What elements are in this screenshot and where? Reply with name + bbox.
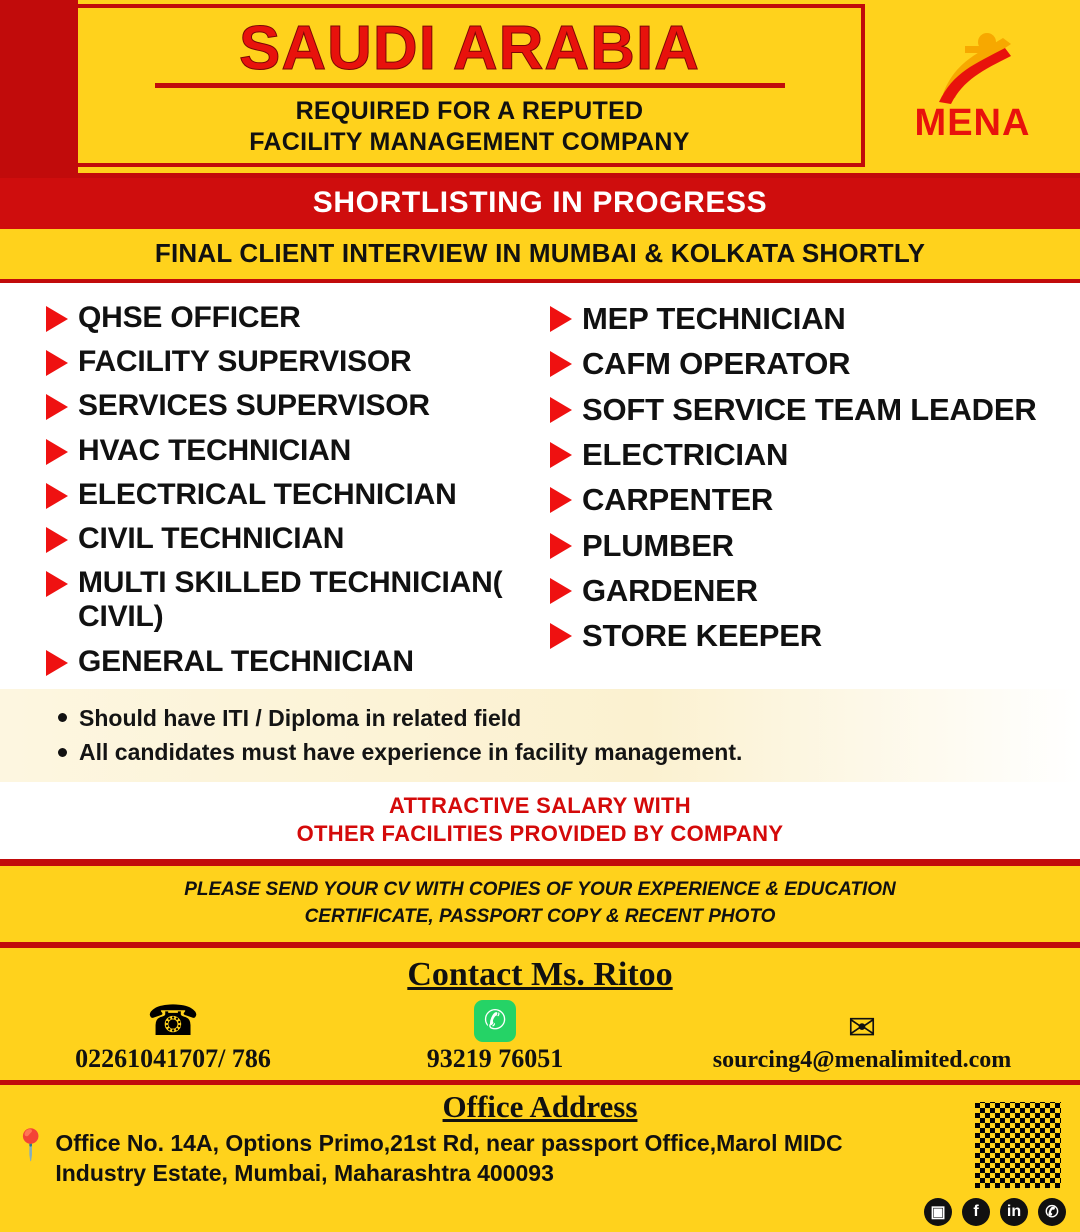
job-title: MULTI SKILLED TECHNICIAN( CIVIL) <box>78 566 503 634</box>
job-title: FACILITY SUPERVISOR <box>78 345 412 379</box>
note-item <box>58 735 1080 770</box>
job-item <box>46 562 540 638</box>
social-icons <box>924 1198 1066 1226</box>
job-item <box>550 433 1072 476</box>
qr-code[interactable] <box>972 1099 1064 1191</box>
phone-contact[interactable] <box>18 996 328 1074</box>
job-item <box>550 614 1072 657</box>
arrow-icon <box>46 571 68 597</box>
cv-line1: PLEASE SEND YOUR CV WITH COPIES OF YOUR EXPERIENCE & EDUCATION <box>184 878 896 900</box>
requirements-notes <box>0 689 1080 782</box>
job-title: ELECTRICIAN <box>582 436 789 472</box>
job-item <box>46 341 540 383</box>
bullet-icon <box>58 748 67 757</box>
arrow-icon <box>550 487 572 513</box>
arrow-icon <box>46 439 68 465</box>
arrow-icon <box>550 442 572 468</box>
header-subtitle-line2: FACILITY MANAGEMENT COMPANY <box>249 128 690 157</box>
address-section <box>0 1085 1080 1232</box>
company-logo <box>865 0 1080 173</box>
location-pin-icon: 📍 <box>12 1128 50 1162</box>
logo-text: MENA <box>914 102 1031 144</box>
whatsapp-contact[interactable] <box>345 1000 645 1074</box>
arrow-icon <box>46 527 68 553</box>
note-text: Should have ITI / Diploma in related field <box>79 704 522 731</box>
job-title: SOFT SERVICE TEAM LEADER <box>582 391 1037 427</box>
job-title: STORE KEEPER <box>582 618 822 654</box>
whatsapp-number[interactable]: 93219 76051 <box>426 1043 564 1073</box>
job-column-right <box>540 297 1072 683</box>
job-title: CAFM OPERATOR <box>582 346 851 382</box>
contact-person: Contact Ms. Ritoo <box>407 955 673 993</box>
whatsapp-social-icon[interactable]: ✆ <box>1038 1198 1066 1226</box>
salary-line2: OTHER FACILITIES PROVIDED BY COMPANY <box>296 821 784 847</box>
job-title: HVAC TECHNICIAN <box>78 433 352 467</box>
address-line2: Industry Estate, Mumbai, Maharashtra 400093 <box>55 1159 554 1186</box>
arrow-icon <box>46 394 68 420</box>
salary-line1: ATTRACTIVE SALARY WITH <box>389 792 691 818</box>
job-item <box>550 297 1072 340</box>
job-item <box>46 641 540 683</box>
note-item <box>58 701 1080 736</box>
header-title-block <box>78 4 865 167</box>
job-title: QHSE OFFICER <box>78 301 301 334</box>
job-item <box>550 478 1072 521</box>
job-title: SERVICES SUPERVISOR <box>78 389 430 423</box>
job-column-left <box>8 297 540 683</box>
arrow-icon <box>550 306 572 332</box>
job-item <box>550 388 1072 431</box>
arrow-icon <box>46 483 68 509</box>
arrow-icon <box>550 578 572 604</box>
job-item <box>550 524 1072 567</box>
mena-figure-icon <box>925 28 1021 112</box>
cv-line2: CERTIFICATE, PASSPORT COPY & RECENT PHOTO <box>304 906 776 928</box>
contact-row <box>0 998 1080 1076</box>
cv-instructions <box>0 866 1080 948</box>
job-title: PLUMBER <box>582 527 734 563</box>
arrow-icon <box>46 306 68 332</box>
arrow-icon <box>46 350 68 376</box>
job-item <box>46 430 540 472</box>
header-red-bar <box>0 0 78 173</box>
contact-section <box>0 948 1080 1085</box>
whatsapp-icon: ✆ <box>474 1000 516 1042</box>
job-list <box>0 283 1080 689</box>
header-subtitle-line1: REQUIRED FOR A REPUTED <box>295 96 644 125</box>
job-title: GARDENER <box>582 572 758 608</box>
job-item <box>550 342 1072 385</box>
instagram-icon[interactable]: ▣ <box>924 1198 952 1226</box>
job-item <box>550 569 1072 612</box>
envelope-icon: ✉ <box>847 1008 877 1047</box>
phone-number[interactable]: 02261041707/ 786 <box>75 1043 271 1073</box>
arrow-icon <box>46 650 68 676</box>
job-item <box>46 474 540 516</box>
email-contact[interactable] <box>662 1008 1062 1074</box>
job-title: MEP TECHNICIAN <box>582 301 846 336</box>
address-line1: Office No. 14A, Options Primo,21st Rd, near passport Office,Marol MIDC <box>55 1129 843 1156</box>
job-item <box>46 385 540 427</box>
arrow-icon <box>550 397 572 423</box>
arrow-icon <box>550 623 572 649</box>
note-text: All candidates must have experience in facility management. <box>79 739 743 766</box>
job-item <box>46 297 540 339</box>
job-item <box>46 518 540 560</box>
email-address[interactable]: sourcing4@menalimited.com <box>712 1046 1012 1073</box>
arrow-icon <box>550 351 572 377</box>
telephone-icon: ☎ <box>146 996 200 1044</box>
poster-header <box>0 0 1080 178</box>
country-title: SAUDI ARABIA <box>239 13 700 83</box>
title-underline <box>155 83 785 88</box>
arrow-icon <box>550 533 572 559</box>
job-title: ELECTRICAL TECHNICIAN <box>78 477 457 511</box>
salary-note <box>0 782 1080 866</box>
address-title: Office Address <box>442 1088 638 1124</box>
facebook-icon[interactable]: f <box>962 1198 990 1226</box>
job-title: CIVIL TECHNICIAN <box>78 521 345 555</box>
job-title: GENERAL TECHNICIAN <box>78 644 414 678</box>
interview-banner: FINAL CLIENT INTERVIEW IN MUMBAI & KOLKATA SHORTLY <box>0 229 1080 283</box>
linkedin-icon[interactable]: in <box>1000 1198 1028 1226</box>
shortlisting-banner: SHORTLISTING IN PROGRESS <box>0 178 1080 229</box>
job-title: CARPENTER <box>582 482 774 518</box>
address-body <box>0 1129 1080 1189</box>
bullet-icon <box>58 713 67 722</box>
